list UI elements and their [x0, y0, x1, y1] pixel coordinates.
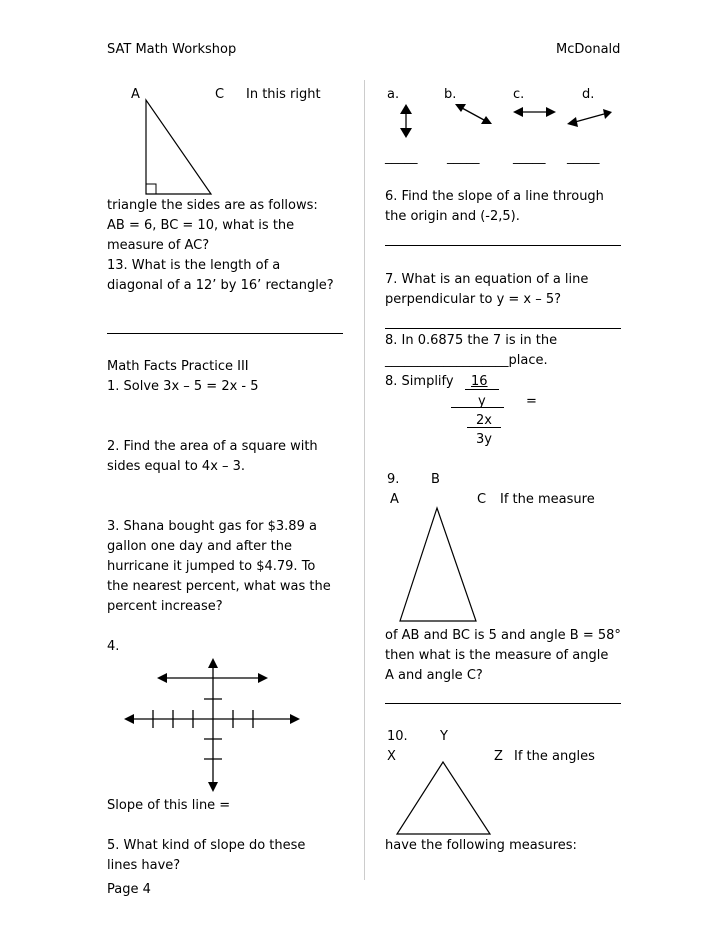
- q10-number: 10.: [387, 729, 408, 744]
- fraction-bar: [467, 427, 501, 428]
- q8a-blank: ___________________: [385, 353, 509, 368]
- q3-line: hurricane it jumped to $4.79. To: [107, 559, 316, 574]
- q8b-numerator: 16: [471, 374, 488, 389]
- q10-label-y: Y: [440, 729, 448, 744]
- isosceles-triangle-figure: [400, 508, 476, 621]
- header-right: McDonald: [556, 42, 621, 57]
- q2-line: 2. Find the area of a square with: [107, 439, 318, 454]
- q8b-denominator: y: [478, 394, 486, 409]
- triangle-label-c: C: [215, 87, 225, 102]
- q12-line: measure of AC?: [107, 238, 210, 253]
- option-c-blank: _____: [513, 150, 546, 165]
- q7-line: perpendicular to y = x – 5?: [385, 292, 562, 307]
- q10-label-x: X: [387, 749, 396, 764]
- right-triangle-figure: [146, 100, 211, 194]
- q7-line: 7. What is an equation of a line: [385, 272, 589, 287]
- option-d-blank: _____: [567, 150, 600, 165]
- q8a-suffix: place.: [508, 353, 548, 368]
- q9-line: of AB and BC is 5 and angle B = 58°: [385, 628, 621, 643]
- q9-line: A and angle C?: [385, 668, 483, 683]
- q13-line: 13. What is the length of a: [107, 258, 281, 273]
- q12-line: triangle the sides are as follows:: [107, 198, 318, 213]
- q9-label-b: B: [431, 472, 440, 487]
- q10-label-z: Z: [494, 749, 503, 764]
- q9-label-a: A: [390, 492, 399, 507]
- triangle-xyz-figure: [397, 762, 490, 834]
- fraction-bar: [451, 407, 504, 408]
- q8a-line-2: [385, 351, 548, 371]
- q5-line: lines have?: [107, 858, 181, 873]
- coordinate-plane-figure: [124, 658, 300, 792]
- q3-line: the nearest percent, what was the: [107, 579, 331, 594]
- triangle-label-a: A: [131, 87, 140, 102]
- option-a-blank: _____: [385, 150, 418, 165]
- answer-line: [385, 328, 621, 329]
- q10-line: have the following measures:: [385, 838, 577, 853]
- q8b-numerator-2: 2x: [476, 413, 492, 428]
- q4-number: 4.: [107, 639, 120, 654]
- q8b-denominator-2: 3y: [476, 432, 492, 447]
- answer-line: [107, 333, 343, 334]
- option-c-label: c.: [513, 87, 525, 102]
- q8a-line: 8. In 0.6875 the 7 is in the: [385, 333, 558, 348]
- page-number: Page 4: [107, 882, 151, 897]
- q2-line: sides equal to 4x – 3.: [107, 459, 246, 474]
- q5-line: 5. What kind of slope do these: [107, 838, 306, 853]
- q4-slope-text: Slope of this line =: [107, 798, 231, 813]
- q9-label-c: C: [477, 492, 487, 507]
- q3-line: gallon one day and after the: [107, 539, 292, 554]
- option-a-label: a.: [387, 87, 400, 102]
- q9-number: 9.: [387, 472, 400, 487]
- section-title: Math Facts Practice III: [107, 359, 249, 374]
- header-left: SAT Math Workshop: [107, 42, 237, 57]
- q9-line: then what is the measure of angle: [385, 648, 609, 663]
- q10-intro: If the angles: [514, 749, 595, 764]
- answer-line: [385, 703, 621, 704]
- q6-line: 6. Find the slope of a line through: [385, 189, 604, 204]
- q12-line: AB = 6, BC = 10, what is the: [107, 218, 295, 233]
- q3-line: percent increase?: [107, 599, 223, 614]
- q8b-label: 8. Simplify: [385, 374, 454, 389]
- q8b-equals: =: [526, 394, 537, 409]
- option-b-label: b.: [444, 87, 457, 102]
- q3-line: 3. Shana bought gas for $3.89 a: [107, 519, 317, 534]
- option-b-blank: _____: [447, 150, 480, 165]
- q1-text: 1. Solve 3x – 5 = 2x - 5: [107, 379, 259, 394]
- q9-intro: If the measure: [500, 492, 595, 507]
- fraction-bar: [465, 389, 499, 390]
- option-d-label: d.: [582, 87, 595, 102]
- slope-arrows-figure: [400, 104, 612, 138]
- q12-intro: In this right: [246, 87, 321, 102]
- q13-line: diagonal of a 12’ by 16’ rectangle?: [107, 278, 334, 293]
- q6-line: the origin and (-2,5).: [385, 209, 520, 224]
- answer-line: [385, 245, 621, 246]
